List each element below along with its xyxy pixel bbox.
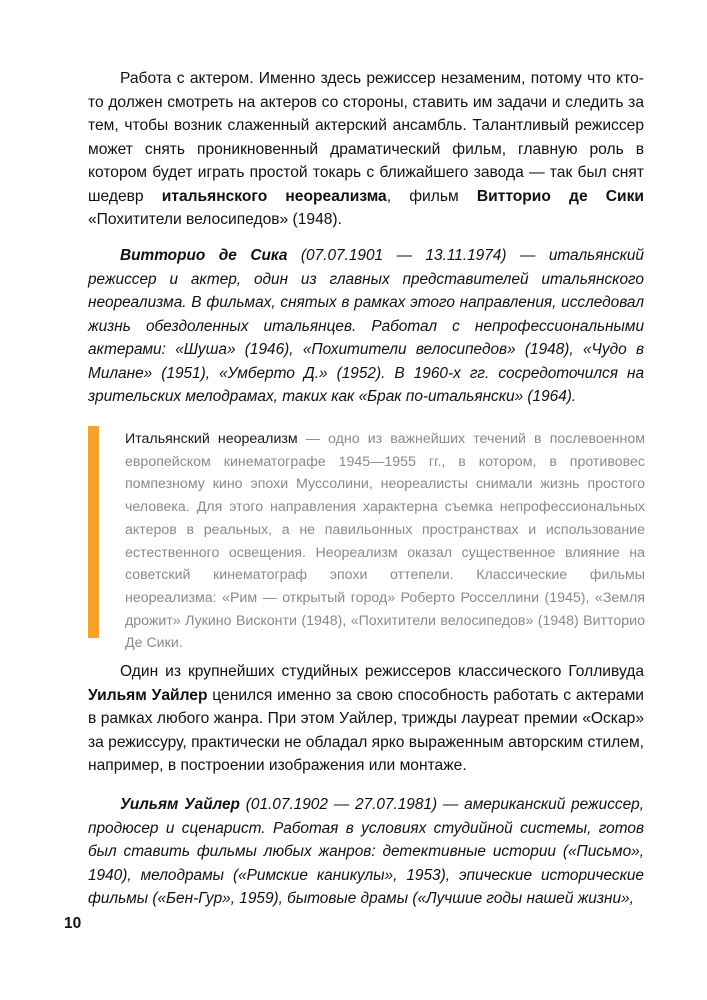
paragraph-directing-actors — [88, 67, 644, 232]
paragraph-2-text-a: Один из крупнейших студийных режиссеров классического Голливуда — [120, 663, 644, 680]
paragraph-2-text-b: ценился именно за свою способность работать с актерами в рамках любого жанра. При этом Уайлер, трижды лауреат премии «Оскар» за режиссуру, практически не обладал ярко выраженным авторским стилем, например, в построении изображения или монтаже. — [88, 686, 644, 774]
bio-de-sica — [88, 244, 644, 409]
paragraph-wyler — [88, 660, 644, 778]
callout-term: Итальянский неореализм — [125, 431, 298, 447]
callout-neorealism — [88, 426, 656, 652]
bio-wyler — [88, 793, 644, 911]
bio-wyler-name: Уильям Уайлер — [120, 796, 240, 813]
bold-name-de-sica: Витторио де Сики — [476, 187, 645, 205]
bio-wyler-text: (01.07.1902 — 27.07.1981) — американский режиссер, продюсер и сценарист. Работая в условиях студийной системы, готов был ставить фильмы любых жанров: детективные истории («Письмо», 1940), мелодрамы («Римские каникулы», 1953), эпические исторические фильмы («Бен-Гур», 1959), бытовые драмы («Лучшие годы нашей жизни», — [88, 796, 644, 907]
paragraph-1-text-b: , фильм — [386, 187, 477, 205]
bio-de-sica-text: (07.07.1901 — 13.11.1974) — итальянский режиссер и актер, один из главных представителей итальянского неореализма. В фильмах, снятых в рамках этого направления, исследовал жизнь обездоленных итальянцев. Работал с непрофессиональными актерами: «Шуша» (1946), «Похитители велосипедов» (1948), «Чудо в Милане» (1951), «Умберто Д.» (1952). В 1960-х гг. сосредоточился на зрительских мелодрамах, таких как «Брак по-итальянски» (1964). — [88, 247, 644, 405]
page-number: 10 — [64, 915, 82, 932]
bold-term-neorealism: итальянского неореализма — [161, 187, 387, 205]
callout-accent-bar — [88, 426, 99, 638]
paragraph-1-text-a: Работа с актером. Именно здесь режиссер незаменим, потому что кто-то должен смотреть на актеров со стороны, ставить им задачи и следить за тем, чтобы возник слаженный актерский ансамбль. Талантливый режиссер может снять проникновенный драматический фильм, главную роль в котором будет играть простой токарь с ближайшего завода — так был снят шедевр — [88, 70, 644, 205]
callout-neorealism-text — [125, 428, 645, 655]
paragraph-1-text-c: «Похитители велосипедов» (1948). — [88, 211, 342, 228]
callout-definition: — одно из важнейших течений в послевоенном европейском кинематографе 1945—1955 гг., в котором, в противовес помпезному кино эпохи Муссолини, неореалисты снимали жизнь простого человека. Для этого направления характерна съемка непрофессиональных актеров в реальных, а не павильонных пространствах и использование естественного освещения. Неореализм оказал существенное влияние на советский кинематограф эпохи оттепели. Классические фильмы неореализма: «Рим — открытый город» Роберто Росселлини (1945), «Земля дрожит» Лукино Висконти (1948), «Похитители велосипедов» (1948) Витторио Де Сики. — [125, 431, 646, 652]
bold-name-wyler: Уильям Уайлер — [88, 686, 208, 704]
bio-de-sica-name: Витторио де Сика — [120, 247, 288, 264]
